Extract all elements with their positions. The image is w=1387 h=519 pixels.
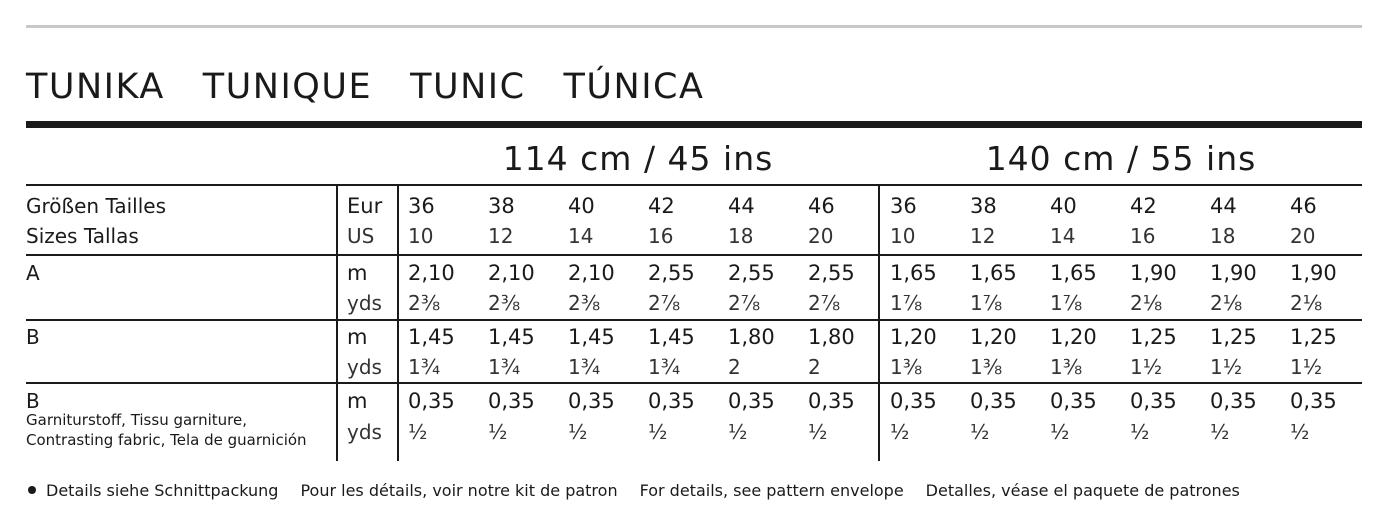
footer-en: For details, see pattern envelope <box>639 480 904 500</box>
eur-size-cell: 40 <box>568 194 595 218</box>
yards-cell: 2⅞ <box>728 291 761 315</box>
unit-eur: Eur <box>347 194 383 218</box>
unit-us: US <box>347 224 375 248</box>
eur-size-cell: 36 <box>890 194 917 218</box>
footer-fr: Pour les détails, voir notre kit de patron <box>300 480 618 500</box>
us-size-cell: 16 <box>648 224 674 248</box>
yards-cell: 2⅜ <box>408 291 441 315</box>
yards-cell: ½ <box>890 420 910 444</box>
meters-cell: 1,65 <box>1050 261 1097 285</box>
footer-note <box>28 478 1262 502</box>
yards-cell: ½ <box>970 420 990 444</box>
meters-cell: 1,65 <box>970 261 1017 285</box>
eur-size-cell: 44 <box>728 194 755 218</box>
us-size-cell: 18 <box>728 224 754 248</box>
meters-cell: 1,45 <box>568 325 615 349</box>
yards-cell: 1½ <box>1290 355 1323 379</box>
us-size-cell: 14 <box>1050 224 1076 248</box>
us-size-cell: 18 <box>1210 224 1236 248</box>
title-thick-rule <box>26 121 1362 128</box>
yards-cell: 2⅛ <box>1130 291 1163 315</box>
meters-cell: 1,20 <box>890 325 937 349</box>
yards-cell: ½ <box>648 420 668 444</box>
us-size-cell: 14 <box>568 224 594 248</box>
meters-cell: 0,35 <box>808 389 855 413</box>
yards-cell: ½ <box>408 420 428 444</box>
meters-cell: 1,25 <box>1130 325 1177 349</box>
yards-cell: ½ <box>728 420 748 444</box>
eur-size-cell: 42 <box>648 194 675 218</box>
row-sublabel-b-trim-1: Garniturstoff, Tissu garniture, <box>26 411 247 429</box>
row-rule-a <box>26 254 1362 256</box>
footer-es: Detalles, véase el paquete de patrones <box>925 480 1240 500</box>
yards-cell: 1¾ <box>648 355 681 379</box>
yards-cell: 2 <box>808 355 821 379</box>
meters-cell: 1,25 <box>1210 325 1257 349</box>
row-rule-b-trim <box>26 382 1362 384</box>
meters-cell: 0,35 <box>1290 389 1337 413</box>
row-sublabel-b-trim-2: Contrasting fabric, Tela de guarnición <box>26 431 307 449</box>
header-rule <box>26 184 1362 186</box>
unit-m-b: m <box>347 325 368 349</box>
row-rule-b <box>26 319 1362 321</box>
page-title <box>26 62 742 112</box>
us-size-cell: 10 <box>408 224 434 248</box>
meters-cell: 1,45 <box>408 325 455 349</box>
meters-cell: 0,35 <box>890 389 937 413</box>
meters-cell: 2,55 <box>728 261 775 285</box>
unit-yds-b-trim: yds <box>347 420 382 444</box>
yards-cell: ½ <box>1050 420 1070 444</box>
footer-de: Details siehe Schnittpackung <box>46 480 279 500</box>
eur-size-cell: 40 <box>1050 194 1077 218</box>
meters-cell: 2,10 <box>568 261 615 285</box>
eur-size-cell: 38 <box>488 194 515 218</box>
meters-cell: 0,35 <box>1210 389 1257 413</box>
yards-cell: 2⅞ <box>648 291 681 315</box>
meters-cell: 1,25 <box>1290 325 1337 349</box>
yards-cell: ½ <box>1130 420 1150 444</box>
eur-size-cell: 42 <box>1130 194 1157 218</box>
eur-size-cell: 44 <box>1210 194 1237 218</box>
yards-cell: ½ <box>1290 420 1310 444</box>
us-size-cell: 16 <box>1130 224 1156 248</box>
yards-cell: ½ <box>568 420 588 444</box>
yards-cell: ½ <box>808 420 828 444</box>
meters-cell: 1,90 <box>1210 261 1257 285</box>
us-size-cell: 12 <box>488 224 514 248</box>
yards-cell: 2⅛ <box>1290 291 1323 315</box>
title-word-en: TUNIC <box>410 67 526 107</box>
meters-cell: 0,35 <box>970 389 1017 413</box>
eur-size-cell: 46 <box>1290 194 1317 218</box>
width-divider <box>878 184 880 461</box>
size-label-line1: Größen Tailles <box>26 194 167 218</box>
unit-divider <box>397 184 399 461</box>
meters-cell: 2,10 <box>488 261 535 285</box>
meters-cell: 1,45 <box>488 325 535 349</box>
yards-cell: 1¾ <box>488 355 521 379</box>
unit-yds-a: yds <box>347 291 382 315</box>
unit-m-a: m <box>347 261 368 285</box>
title-word-fr: TUNIQUE <box>202 67 373 107</box>
meters-cell: 0,35 <box>648 389 695 413</box>
meters-cell: 0,35 <box>1050 389 1097 413</box>
yards-cell: 2⅛ <box>1210 291 1243 315</box>
eur-size-cell: 36 <box>408 194 435 218</box>
yards-cell: 1⅞ <box>890 291 923 315</box>
yards-cell: ½ <box>1210 420 1230 444</box>
meters-cell: 0,35 <box>1130 389 1177 413</box>
size-label-line2: Sizes Tallas <box>26 224 139 248</box>
meters-cell: 0,35 <box>408 389 455 413</box>
row-label-b: B <box>26 325 40 349</box>
eur-size-cell: 38 <box>970 194 997 218</box>
meters-cell: 1,80 <box>808 325 855 349</box>
meters-cell: 2,10 <box>408 261 455 285</box>
yards-cell: 1⅜ <box>1050 355 1083 379</box>
yards-cell: 2⅜ <box>488 291 521 315</box>
meters-cell: 1,20 <box>1050 325 1097 349</box>
label-divider <box>336 184 338 461</box>
us-size-cell: 10 <box>890 224 916 248</box>
yards-cell: 2⅞ <box>808 291 841 315</box>
meters-cell: 1,65 <box>890 261 937 285</box>
meters-cell: 0,35 <box>488 389 535 413</box>
us-size-cell: 12 <box>970 224 996 248</box>
yards-cell: 2⅜ <box>568 291 601 315</box>
meters-cell: 0,35 <box>728 389 775 413</box>
us-size-cell: 20 <box>1290 224 1316 248</box>
unit-yds-b: yds <box>347 355 382 379</box>
title-word-es: TÚNICA <box>563 67 705 107</box>
fabric-width-114: 114 cm / 45 ins <box>502 138 774 178</box>
meters-cell: 1,20 <box>970 325 1017 349</box>
yards-cell: 1⅞ <box>1050 291 1083 315</box>
us-size-cell: 20 <box>808 224 834 248</box>
row-label-b-trim: B <box>26 389 40 413</box>
yards-cell: 1½ <box>1130 355 1163 379</box>
yards-cell: 2 <box>728 355 741 379</box>
yards-cell: 1⅜ <box>890 355 923 379</box>
yards-cell: ½ <box>488 420 508 444</box>
meters-cell: 1,80 <box>728 325 775 349</box>
fabric-width-140: 140 cm / 55 ins <box>985 138 1257 178</box>
top-rule <box>26 25 1362 28</box>
meters-cell: 1,90 <box>1130 261 1177 285</box>
yards-cell: 1⅞ <box>970 291 1003 315</box>
unit-m-b-trim: m <box>347 389 368 413</box>
yards-cell: 1¾ <box>408 355 441 379</box>
meters-cell: 2,55 <box>648 261 695 285</box>
meters-cell: 2,55 <box>808 261 855 285</box>
bullet-icon <box>28 486 36 494</box>
meters-cell: 1,90 <box>1290 261 1337 285</box>
yards-cell: 1½ <box>1210 355 1243 379</box>
title-word-de: TUNIKA <box>26 67 165 107</box>
yards-cell: 1¾ <box>568 355 601 379</box>
meters-cell: 1,45 <box>648 325 695 349</box>
meters-cell: 0,35 <box>568 389 615 413</box>
eur-size-cell: 46 <box>808 194 835 218</box>
row-label-a: A <box>26 261 40 285</box>
yards-cell: 1⅜ <box>970 355 1003 379</box>
